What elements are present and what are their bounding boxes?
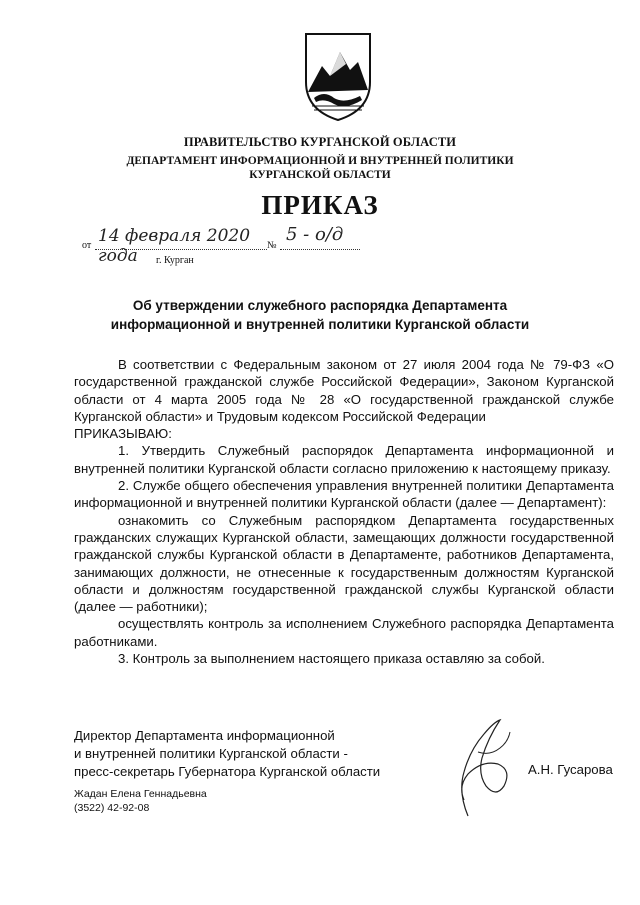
executor-info [74,787,207,815]
executor-phone: (3522) 42-92-08 [74,802,150,814]
signatory-name: А.Н. Гусарова [528,762,613,777]
order-title: Об утверждении служебного распорядка Департамента информационной и внутренней политики Курганской области [110,298,530,332]
department-name-line1: ДЕПАРТАМЕНТ ИНФОРМАЦИОННОЙ И ВНУТРЕННЕЙ ПОЛИТИКИ [126,155,514,167]
date-handwritten: 14 февраля 2020 года [98,226,251,266]
preamble: В соответствии с Федеральным законом от 27 июля 2004 года № 79-ФЗ «О государственной гражданской службе Российской Федерации», Законом Курганской области от 4 марта 2005 года № 28 «О государственной гражданской службе Курганской области» и Трудовым кодексом Российской Федерации [74,357,614,424]
document-type: ПРИКАЗ [261,190,379,220]
date-underline [95,249,267,250]
item-3: 3. Контроль за выполнением настоящего приказа оставляю за собой. [118,651,545,667]
item-2b: осуществлять контроль за исполнением Служебного распорядка Департамента работниками. [74,616,614,649]
item-2a: ознакомить со Служебным распорядком Департамента государственных гражданских служащих Курганской области, замещающих должности государственной гражданской службы Курганской области в Департаменте, работников Департамента, занимающих должности, не отнесенные к государственным должностям Курганской области и должностям государственной гражданской службы Курганской области (далее — работники); [74,512,614,615]
executor-name: Жадан Елена Геннадьевна [74,788,207,800]
handwritten-signature [438,712,522,822]
order-word: ПРИКАЗЫВАЮ: [74,426,172,442]
item-2: 2. Службе общего обеспечения управления внутренней политики Департамента информационной и внутренней политики Курганской области (далее — Департамент): [74,478,614,511]
number-prefix: № [267,240,277,251]
signatory-position: Директор Департамента информационной и внутренней политики Курганской области - пресс-секретарь Губернатора Курганской области [74,728,381,779]
department-name-line2: КУРГАНСКОЙ ОБЛАСТИ [249,169,391,181]
number-underline [280,249,360,250]
coat-of-arms-emblem [300,30,376,122]
city: г. Курган [156,255,194,266]
from-prefix: от [82,240,92,251]
item-1: 1. Утвердить Служебный распорядок Департамента информационной и внутренней политики Курганской области согласно приложению к настоящему приказу. [74,443,614,476]
order-body [74,356,614,667]
number-handwritten: 5 - о/д [286,224,344,245]
government-name: ПРАВИТЕЛЬСТВО КУРГАНСКОЙ ОБЛАСТИ [183,135,457,149]
